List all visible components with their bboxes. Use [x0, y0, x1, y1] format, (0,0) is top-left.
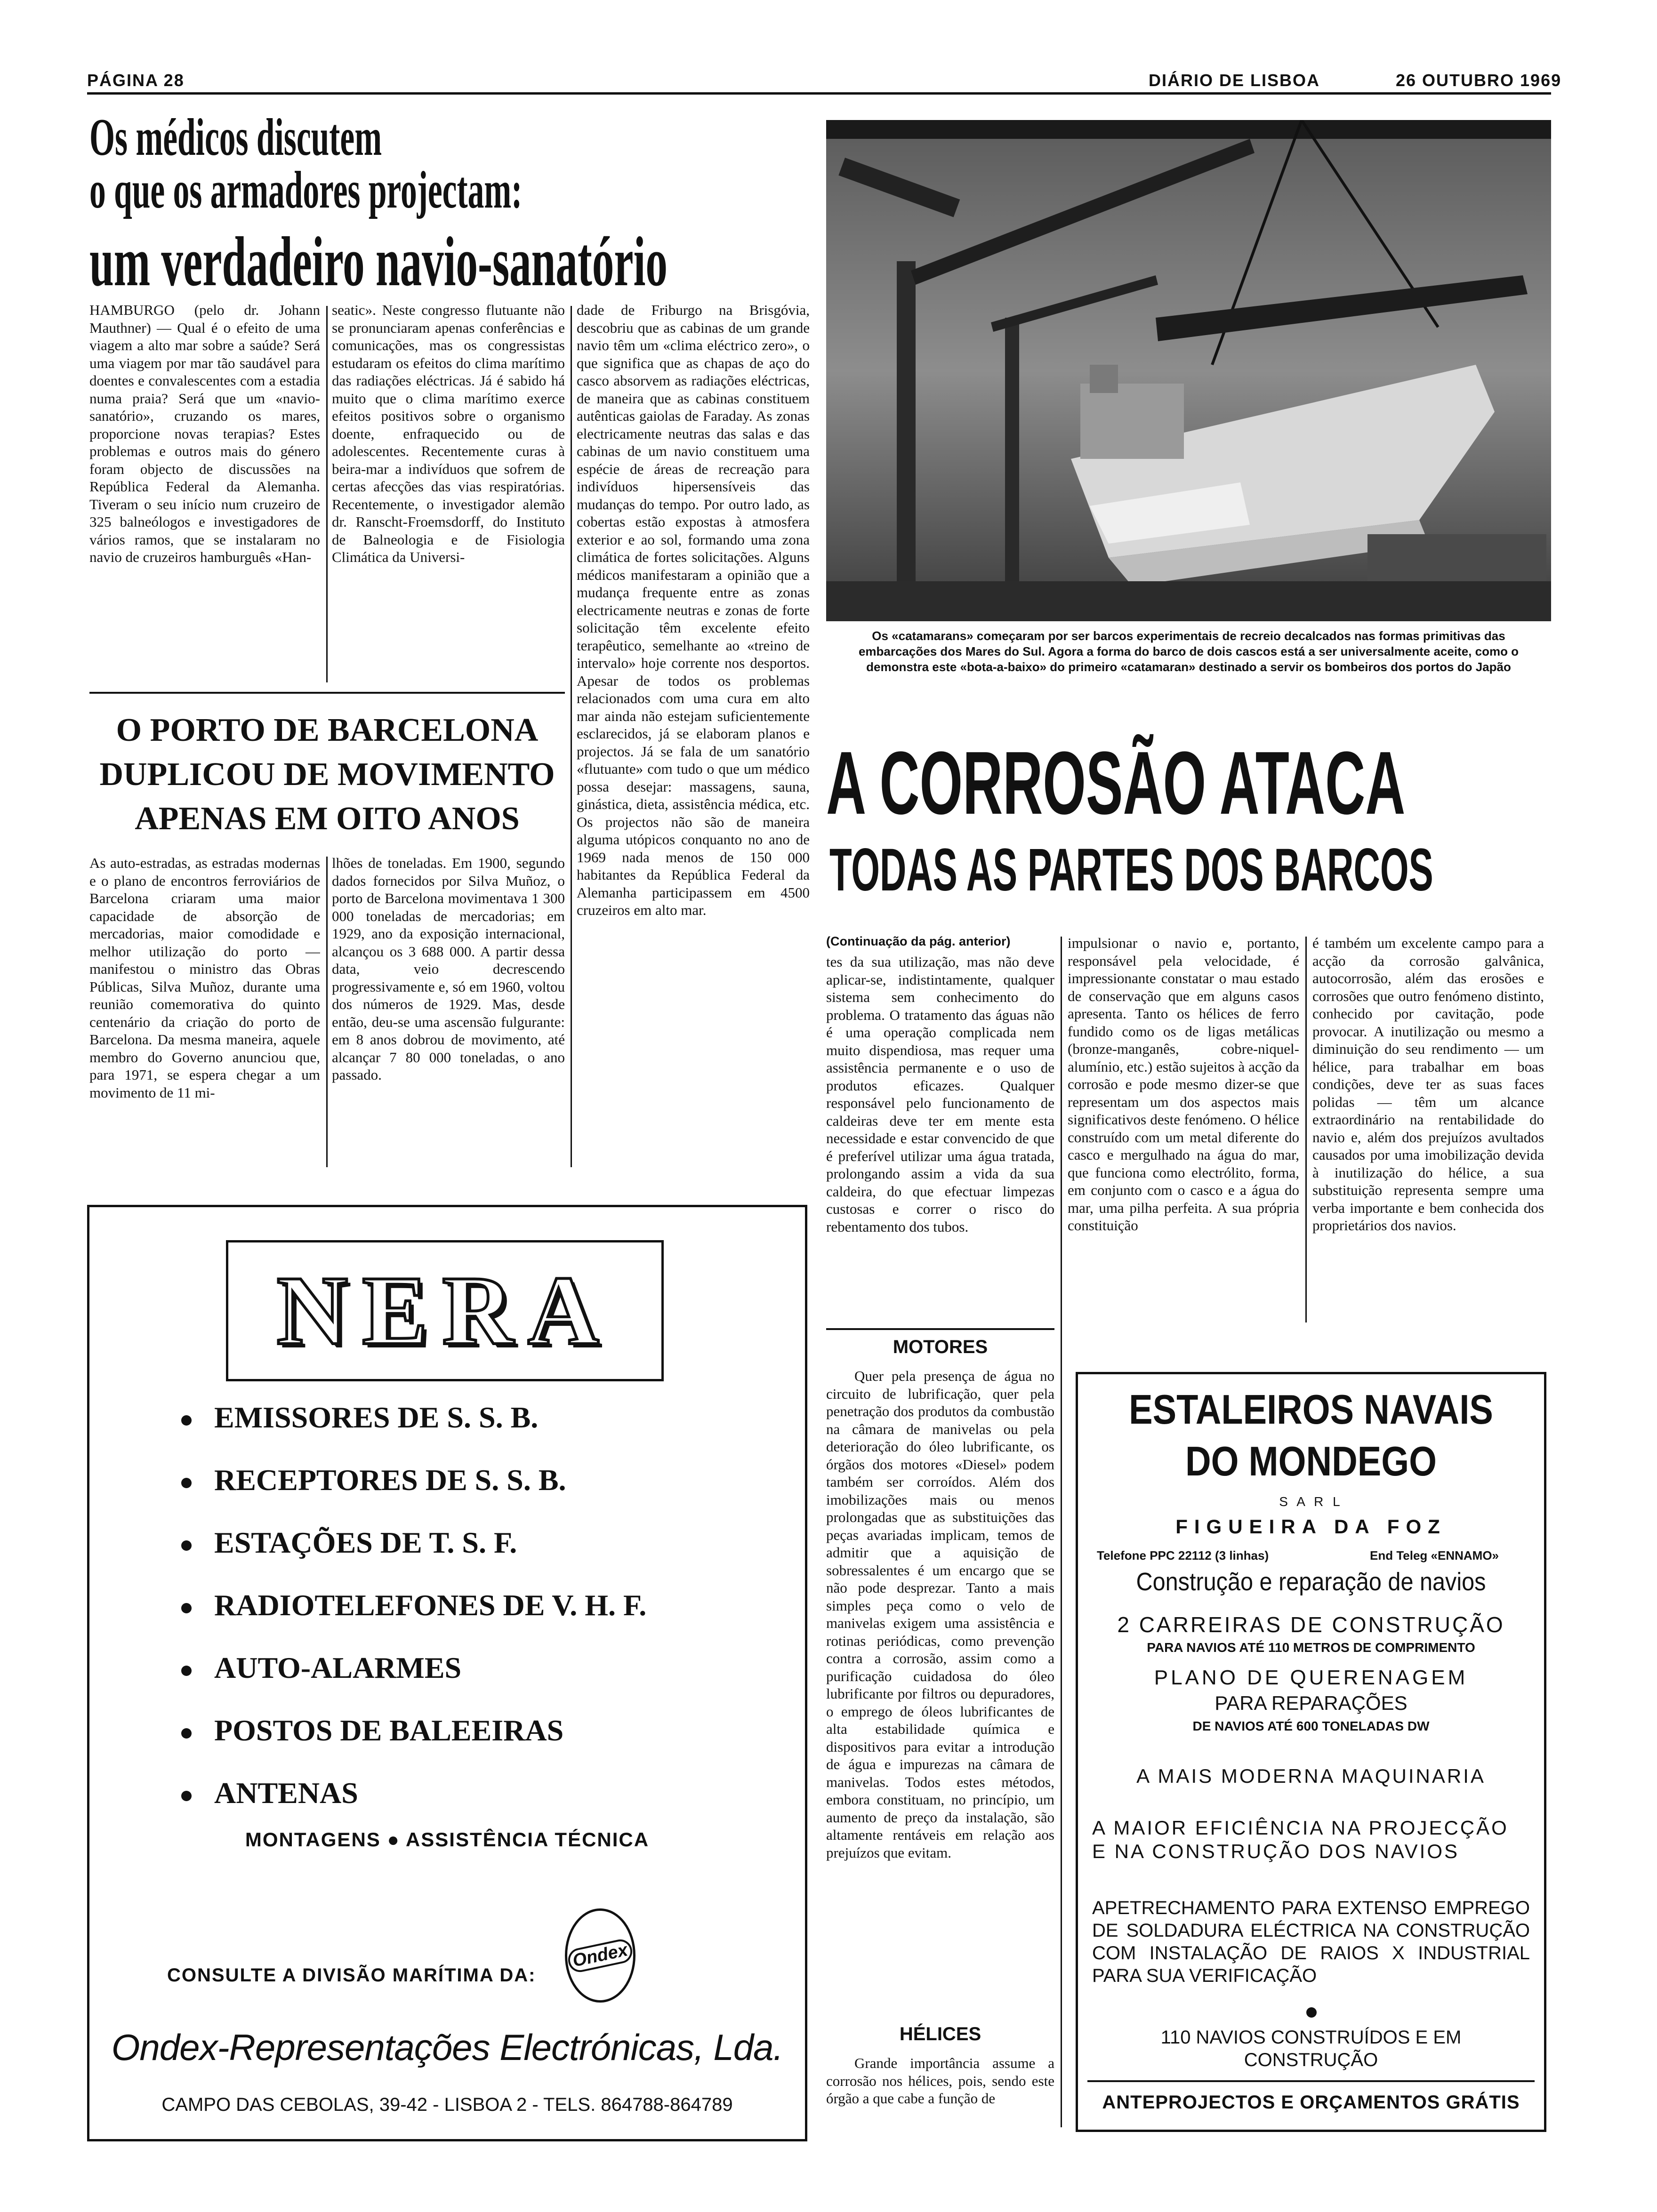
column-divider — [326, 857, 328, 1167]
headline-barcelona-line2: DUPLICOU DE MOVIMENTO — [99, 756, 555, 793]
bullet-icon — [181, 1540, 192, 1551]
estaleiros-footer: ANTEPROJECTOS E ORÇAMENTOS GRÁTIS — [1102, 2092, 1520, 2113]
nera-services: MONTAGENS ● ASSISTÊNCIA TÉCNICA — [245, 1828, 650, 1851]
header-rule — [87, 92, 1551, 95]
column-divider — [1305, 937, 1307, 1322]
page-number: PÁGINA 28 — [87, 71, 185, 90]
ondex-logo-icon — [565, 1908, 635, 2003]
column-divider — [326, 306, 328, 682]
subhead-motores: MOTORES — [893, 1337, 988, 1357]
column-divider — [571, 306, 572, 1167]
estaleiros-footer-rule — [1087, 2080, 1535, 2082]
nera-product-item: POSTOS DE BALEEIRAS — [181, 1713, 746, 1776]
article-corrosao-col1-motores: Quer pela presença de água no circuito de lubrificação, quer pela penetração dos produtos da combustão na câmara de manivelas ou pela deterioração do óleo lubrificante, os órgãos dos motores «Diesel» podem também ser corroídos. Além dos imobilizações mais ou menos prolongadas que as substituições das peças avariadas implicam, temos de admitir que a aquisição de sobressalentes é um encargo que se não pode desprezar. Tanto a mais simples peça como o velo de manivelas exigem uma assistência e rotinas periódicas, como prevenção contra a corrosão, assim como a purificação cuidadosa do óleo lubrificante por filtros ou depuradores, o emprego de óleos lubrificantes de alta estabilidade química e dispositivos para evitar a introdução de água e impurezas na câmara de manivelas. Todos estes métodos, embora constituam, no princípio, um aumento de preço da instalação, são altamente rentáveis em relação aos prejuízos que evitam. — [826, 1368, 1054, 1861]
bullet-icon — [181, 1791, 192, 1801]
estaleiros-title — [1078, 1384, 1544, 1487]
estaleiros-bullet-icon — [1306, 2007, 1317, 2018]
estaleiros-sarl: S A R L — [1279, 1494, 1343, 1509]
bullet-icon — [181, 1415, 192, 1426]
headline-corrosao-line1: A CORROSÃO ATACA — [826, 733, 1406, 833]
nera-product-item: RECEPTORES DE S. S. B. — [181, 1463, 746, 1525]
nera-product-list — [181, 1400, 746, 1838]
ondex-logo-text: Ondex — [566, 1937, 635, 1974]
estaleiros-teleg: End Teleg «ENNAMO» — [1370, 1548, 1499, 1563]
nera-product-item: EMISSORES DE S. S. B. — [181, 1400, 746, 1463]
photo-caption: Os «catamarans» começaram por ser barcos experimentais de recreio decalcados nas formas primitivas das embarcações dos Mares do Sul. Agora a forma do barco de dois cascos está a ser universalmente aceite, como o demonstra este «bota-a-baixo» do primeiro «catamaran» destinado a servir os bombeiros dos portos do Japão — [858, 629, 1519, 674]
article-corrosao-col1-helices: Grande importância assume a corrosão nos hélices, pois, sendo este órgão a que cabe a função de — [826, 2055, 1054, 2107]
section-rule — [826, 1328, 1054, 1330]
nera-consult: CONSULTE A DIVISÃO MARÍTIMA DA: — [167, 1965, 536, 1986]
estaleiros-tagline: Construção e reparação de navios — [1136, 1568, 1486, 1596]
catamaran-photo — [826, 120, 1551, 621]
estaleiros-eficiencia-line1: A MAIOR EFICIÊNCIA NA PROJECÇÃO — [1092, 1817, 1509, 1839]
article-barcelona-col2: lhões de toneladas. Em 1900, segundo dados fornecidos por Silva Muñoz, o porto de Barcelona movimentava 1 300 000 toneladas de mercadorias; em 1929, ano da exposição internacional, alcançou os 3 688 000. A partir dessa data, veio decrescendo progressivamente e, só em 1960, voltou dos números de 1929. Mas, desde então, deu-se uma ascensão fulgurante: em 8 anos dobrou de movimento, até alcançar 7 80 000 toneladas, o ano passado. — [332, 855, 565, 1083]
nera-logo: NERA — [276, 1256, 613, 1365]
catamaran-photo-image — [826, 120, 1551, 621]
headline-barcelona-line3: APENAS EM OITO ANOS — [135, 801, 520, 837]
ondex-company-name: Ondex-Representações Electrónicas, Lda. — [111, 2027, 783, 2068]
newspaper-name: DIÁRIO DE LISBOA — [1149, 71, 1320, 90]
article-medicos-col3: dade de Friburgo na Brisgóvia, descobriu que as cabinas de um grande navio têm um «clima eléctrico zero», o que significa que as chapas de aço do casco absorvem as radiações eléctricas, de maneira que as cabinas constituem autênticas gaiolas de Faraday. As zonas electricamente neutras das salas e das cabinas de um navio constituem uma espécie de áreas de recreação para indivíduos hipersensíveis das mudanças do tempo. Por outro lado, as cobertas estão expostas à atmosfera exterior e ao sol, formando uma zona climática de fortes solicitações. Alguns médicos manifestaram a opinião que a mudança frequente entre as zonas electricamente neutras e zonas de forte solicitação têm excelente efeito terapêutico, semelhante ao «treino de intervalo» hoje corrente nos desportos. Apesar de todos os problemas relacionados com uma cura em alto mar ainda não estejam suficientemente esclarecidos, já se elaboram planos e projectos. Já se fala de um sanatório «flutuante» com tudo o que um médico possa desejar: massagens, sauna, ginástica, dieta, assistência médica, etc. Os projectos não são de maneira alguma utópicos conquanto no ano de 1969 nada menos de 150 000 habitantes da República Federal da Alemanha participassem em 4500 cruzeiros em alto mar. — [577, 302, 810, 918]
bullet-icon — [181, 1478, 192, 1488]
headline-corrosao-line2: TODAS AS PARTES DOS BARCOS — [829, 836, 1433, 904]
estaleiros-eficiencia-line2: E NA CONSTRUÇÃO DOS NAVIOS — [1092, 1840, 1459, 1862]
estaleiros-plano-detail: DE NAVIOS ATÉ 600 TONELADAS DW — [1192, 1719, 1430, 1733]
estaleiros-carreiras: 2 CARREIRAS DE CONSTRUÇÃO — [1117, 1612, 1505, 1637]
article-barcelona-col1: As auto-estradas, as estradas modernas e o plano de encontros ferroviários de Barcelona criaram uma maior capacidade de absorção de mercadorias, maior comodidade e melhor utilização do porto — manifestou o ministro das Obras Públicas, Silva Muñoz, durante uma reunião comemorativa do quinto centenário da criação do porto de Barcelona. Da mesma maneira, aquele membro do Governo anunciou que, para 1971, se espera chegar a um movimento de 11 mi- — [89, 855, 320, 1101]
estaleiros-title-line1: ESTALEIROS NAVAIS — [1129, 1386, 1493, 1433]
article-medicos-col2: seatic». Neste congresso flutuante não se pronunciaram apenas conferências e comunicações, mas os congressistas estudaram os efeitos do clima marítimo das radiações eléctricas. Já é sabido há muito que o clima marítimo exerce efeitos positivos sobre o organismo doente, enfraquecido ou de adolescentes. Recentemente curas à beira-mar a indivíduos que sofrem de certas afecções das vias respiratórias. Recentemente, o investigador alemão dr. Ranscht-Froemsdorff, do Instituto de Balneologia e de Fisiologia Climática da Universi- — [332, 302, 565, 565]
headline-medicos-line3: um verdadeiro navio-sanatório — [89, 223, 668, 301]
section-rule — [89, 692, 565, 694]
estaleiros-carreiras-detail: PARA NAVIOS ATÉ 110 METROS DE COMPRIMENTO — [1147, 1640, 1475, 1655]
headline-barcelona — [89, 708, 565, 841]
estaleiros-maquinaria: A MAIS MODERNA MAQUINARIA — [1136, 1765, 1486, 1787]
estaleiros-city: FIGUEIRA DA FOZ — [1175, 1515, 1447, 1538]
nera-advertisement — [87, 1205, 807, 2141]
estaleiros-title-line2: DO MONDEGO — [1185, 1438, 1437, 1484]
bullet-icon — [181, 1666, 192, 1676]
article-corrosao-col1-top: tes da sua utilização, mas não deve aplicar-se, indistintamente, qualquer sistema sem conhecimento do problema. O tratamento das águas não é uma operação complicada nem muito dispendiosa, mas requer uma assistência permanente e o uso de produtos eficazes. Qualquer responsável pelo funcionamento de caldeiras deve ter em mente esta necessidade e estar convencido de que é preferível utilizar uma água tratada, prolongando assim a vida da sua caldeira, do que efectuar limpezas custosas e correr o risco do rebentamento dos tubos. — [826, 954, 1054, 1235]
nera-product-item: RADIOTELEFONES DE V. H. F. — [181, 1588, 746, 1651]
article-corrosao-col3: é também um excelente campo para a acção da corrosão galvânica, autocorrosão, além das erosões e corrosões que outro fenómeno distinto, conhecido por cavitação, pode provocar. A inutilização ou mesmo a diminuição do seu rendimento — um hélice, para trabalhar em boas condições, deve ter as suas faces polidas — têm um alcance extraordinário na rentabilidade do navio e, além dos prejuízos avultados causados por uma imobilização devida à inutilização do hélice, a sua substituição representa sempre uma verba importante e bem conhecida dos proprietários dos navios. — [1312, 935, 1544, 1234]
column-divider — [1061, 937, 1062, 2127]
nera-logo-box — [226, 1240, 664, 1381]
nera-product-item: AUTO-ALARMES — [181, 1651, 746, 1713]
estaleiros-advertisement — [1076, 1372, 1546, 2132]
issue-date: 26 OUTUBRO 1969 — [1396, 71, 1562, 90]
nera-product-item: ESTAÇÕES DE T. S. F. — [181, 1525, 746, 1588]
headline-medicos-line1: Os médicos discutem — [89, 108, 382, 167]
estaleiros-apetrechamento: APETRECHAMENTO PARA EXTENSO EMPREGO DE SOLDADURA ELÉCTRICA NA CONSTRUÇÃO COM INSTALAÇÃO DE RAIOS X INDUSTRIAL PARA SUA VERIFICAÇÃO — [1092, 1898, 1530, 1986]
article-corrosao-col2: impulsionar o navio e, portanto, responsável pela velocidade, é impressionante constatar o mau estado de conservação que em alguns casos apresenta. Tanto os hélices de ferro fundido como os de ligas metálicas (bronze-manganês, cobre-niquel-alumínio, etc.) estão sujeitos à acção da corrosão e pode mesmo dizer-se que representam um dos aspectos mais significativos deste fenómeno. O hélice construído com um metal diferente do casco e mergulhado na água do mar, que funciona como electrólito, forma, em conjunto com o casco e a água do mar, uma pilha perfeita. A sua própria constituição — [1068, 935, 1299, 1234]
headline-medicos-line2: o que os armadores projectam: — [89, 161, 523, 219]
bullet-icon — [181, 1728, 192, 1739]
bullet-icon — [181, 1603, 192, 1613]
continuation-note: (Continuação da pág. anterior) — [826, 934, 1011, 948]
estaleiros-plano-reparacoes: PARA REPARAÇÕES — [1215, 1692, 1408, 1714]
article-medicos-col1: HAMBURGO (pelo dr. Johann Mauthner) — Qual é o efeito de uma viagem a alto mar sobre a saúde? Será uma viagem por mar tão saudável para doentes e convalescentes com a estadia numa praia? Será que um «navio-sanatório», cruzando os mares, proporcione novas terapias? Estes problemas e outros mais do género foram objecto de discussões na República Federal da Alemanha. Tiveram o seu início num cruzeiro de 325 balneólogos e investigadores de vários ramos, que se instalaram no navio de cruzeiros hamburguês «Han- — [89, 302, 320, 565]
estaleiros-phone: Telefone PPC 22112 (3 linhas) — [1097, 1548, 1269, 1563]
estaleiros-plano: PLANO DE QUERENAGEM — [1154, 1666, 1468, 1689]
ondex-address: CAMPO DAS CEBOLAS, 39-42 - LISBOA 2 - TELS. 864788-864789 — [161, 2094, 733, 2115]
headline-barcelona-line1: O PORTO DE BARCELONA — [116, 712, 539, 748]
nera-product-item: ANTENAS — [181, 1776, 746, 1838]
estaleiros-navios: 110 NAVIOS CONSTRUÍDOS E EM CONSTRUÇÃO — [1160, 2027, 1462, 2070]
subhead-helices: HÉLICES — [899, 2024, 981, 2044]
